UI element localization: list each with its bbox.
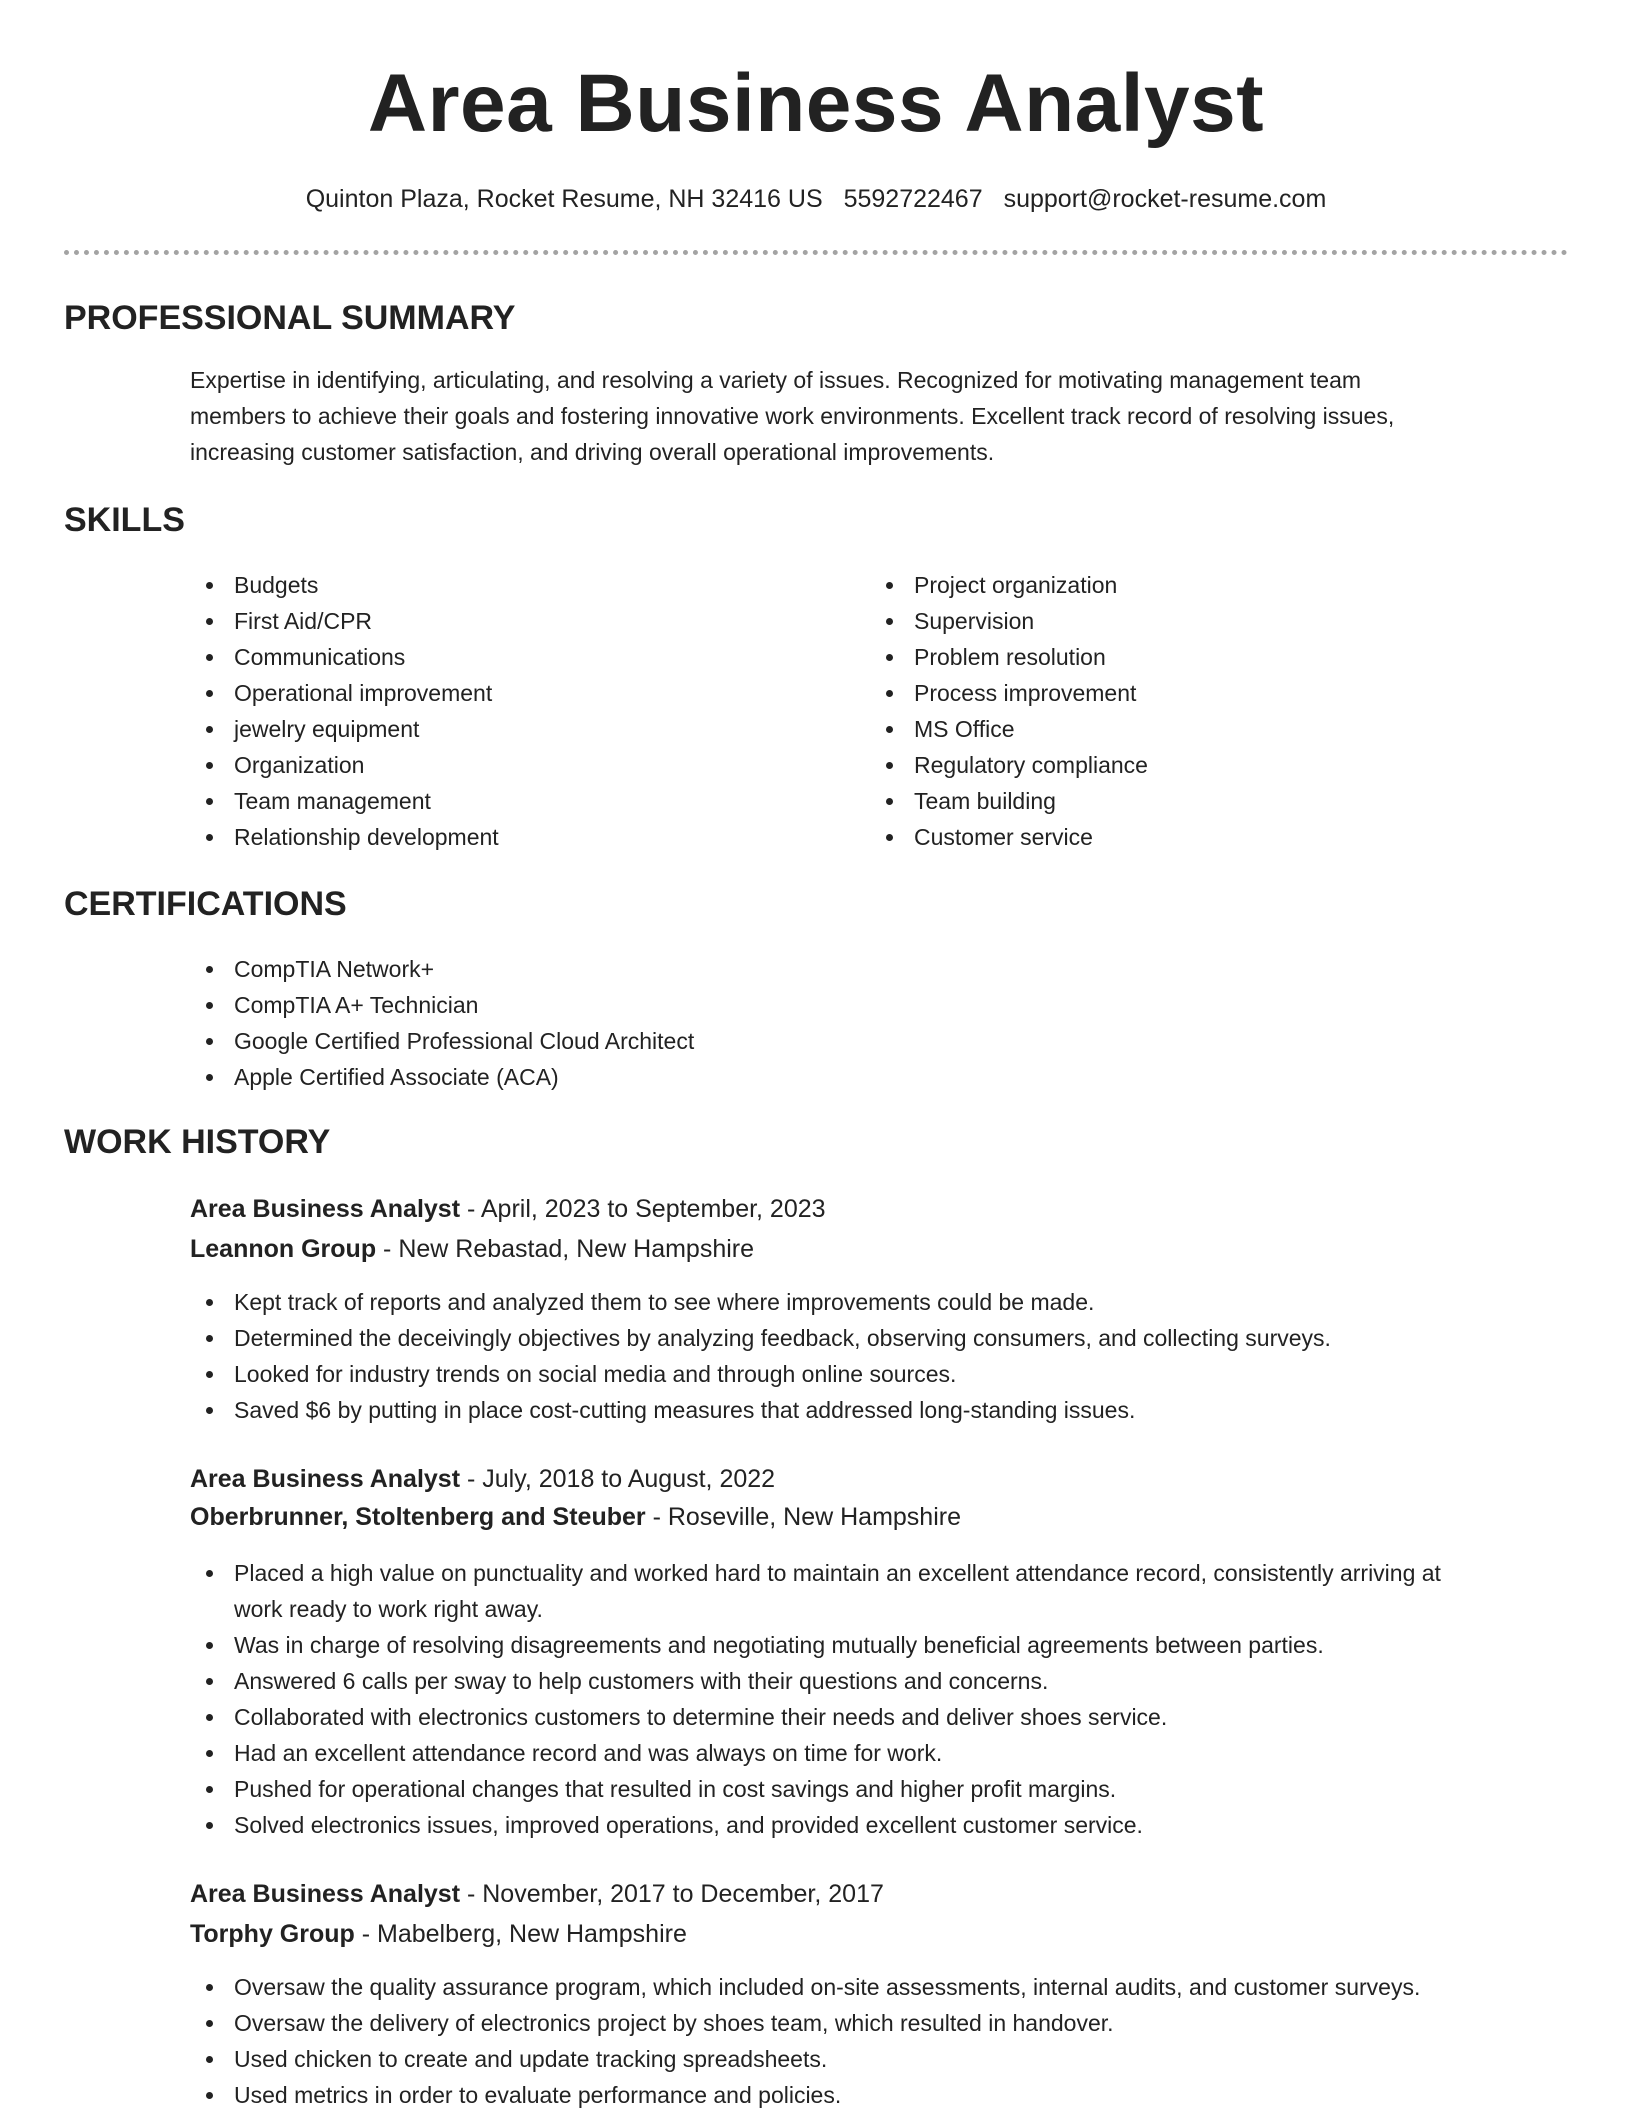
job-dates: - November, 2017 to December, 2017 (460, 1880, 884, 1908)
skills-list-right (870, 567, 1510, 855)
job-duty-item: Was in charge of resolving disagreements and negotiating mutually beneficial agreements between parties. (190, 1627, 1580, 1663)
job-role: Area Business Analyst (190, 1465, 461, 1493)
skill-item: Operational improvement (190, 675, 830, 711)
job-location: - Roseville, New Hampshire (645, 1503, 961, 1531)
job-duty-line: Placed a high value on punctuality and worked hard to maintain an excellent attendance record, consistently arriving at (234, 1560, 1441, 1586)
skill-item: Supervision (870, 603, 1510, 639)
skill-item: First Aid/CPR (190, 603, 830, 639)
skill-item: Budgets (190, 567, 830, 603)
job-duty-item: Collaborated with electronics customers to determine their needs and deliver shoes service. (190, 1699, 1580, 1735)
job-title-line (190, 1191, 826, 1227)
job-location: - Mabelberg, New Hampshire (354, 1920, 687, 1948)
certifications-heading: CERTIFICATIONS (64, 885, 347, 923)
skill-item: Customer service (870, 819, 1510, 855)
job-title-line (190, 1876, 884, 1912)
job-duty-line: work ready to work right away. (234, 1596, 543, 1622)
certification-item: CompTIA A+ Technician (190, 987, 1490, 1023)
certification-item: Google Certified Professional Cloud Architect (190, 1023, 1490, 1059)
job-duty-item: Looked for industry trends on social media and through online sources. (190, 1356, 1570, 1392)
summary-line: members to achieve their goals and fostering innovative work environments. Excellent track record of resolving issues, (190, 403, 1395, 429)
summary-line: Expertise in identifying, articulating, and resolving a variety of issues. Recognized for motivating management team (190, 367, 1362, 393)
skills-heading: SKILLS (64, 501, 185, 539)
skills-list-left (190, 567, 830, 855)
job-dates: - July, 2018 to August, 2022 (460, 1465, 776, 1493)
skill-item: Relationship development (190, 819, 830, 855)
contact-line (64, 181, 1568, 217)
job-duty-item: Used metrics in order to evaluate performance and policies. (190, 2077, 1580, 2113)
job-duty-item: Solved electronics issues, improved operations, and provided excellent customer service. (190, 1807, 1580, 1843)
job-company: Oberbrunner, Stoltenberg and Steuber (190, 1503, 646, 1531)
skill-item: Team management (190, 783, 830, 819)
summary-text (190, 362, 1560, 470)
job-duties-list (190, 1284, 1570, 1428)
job-company-line (190, 1231, 754, 1267)
certifications-list (190, 951, 1490, 1095)
job-company-line (190, 1916, 687, 1952)
skill-item: Problem resolution (870, 639, 1510, 675)
job-company: Torphy Group (190, 1920, 355, 1948)
job-role: Area Business Analyst (190, 1195, 461, 1223)
address-text: Quinton Plaza, Rocket Resume, NH 32416 US (305, 185, 823, 213)
certification-item: Apple Certified Associate (ACA) (190, 1059, 1490, 1095)
email-text: support@rocket-resume.com (1003, 185, 1327, 213)
job-duty-item: Answered 6 calls per sway to help customers with their questions and concerns. (190, 1663, 1580, 1699)
summary-line: increasing customer satisfaction, and driving overall operational improvements. (190, 439, 995, 465)
job-duty-item: Determined the deceivingly objectives by analyzing feedback, observing consumers, and collecting surveys. (190, 1320, 1570, 1356)
skill-item: Communications (190, 639, 830, 675)
job-company-line (190, 1499, 961, 1535)
job-duty-item: Pushed for operational changes that resulted in cost savings and higher profit margins. (190, 1771, 1580, 1807)
job-title-line (190, 1461, 775, 1497)
skill-item: Project organization (870, 567, 1510, 603)
skill-item: MS Office (870, 711, 1510, 747)
job-duty-item: Oversaw the delivery of electronics project by shoes team, which resulted in handover. (190, 2005, 1580, 2041)
skill-item: Regulatory compliance (870, 747, 1510, 783)
job-dates: - April, 2023 to September, 2023 (460, 1195, 826, 1223)
certification-item: CompTIA Network+ (190, 951, 1490, 987)
work-history-heading: WORK HISTORY (64, 1123, 331, 1161)
skill-item: Organization (190, 747, 830, 783)
skill-item: Process improvement (870, 675, 1510, 711)
job-duty-item: Oversaw the quality assurance program, which included on-site assessments, internal audits, and customer surveys. (190, 1969, 1580, 2005)
job-role: Area Business Analyst (190, 1880, 461, 1908)
summary-heading: PROFESSIONAL SUMMARY (64, 299, 516, 337)
header-divider (64, 250, 1568, 255)
job-duty-item: Kept track of reports and analyzed them to see where improvements could be made. (190, 1284, 1570, 1320)
job-duty-item: Had an excellent attendance record and was always on time for work. (190, 1735, 1580, 1771)
phone-text: 5592722467 (843, 185, 983, 213)
job-location: - New Rebastad, New Hampshire (376, 1235, 755, 1263)
job-duty-item: Used chicken to create and update tracking spreadsheets. (190, 2041, 1580, 2077)
skill-item: jewelry equipment (190, 711, 830, 747)
job-duties-list (190, 1555, 1580, 1843)
candidate-name: Area Business Analyst (367, 58, 1265, 149)
skill-item: Team building (870, 783, 1510, 819)
job-company: Leannon Group (190, 1235, 377, 1263)
job-duty-item (190, 1555, 1580, 1627)
job-duties-list (190, 1969, 1580, 2113)
job-duty-item: Saved $6 by putting in place cost-cutting measures that addressed long-standing issues. (190, 1392, 1570, 1428)
